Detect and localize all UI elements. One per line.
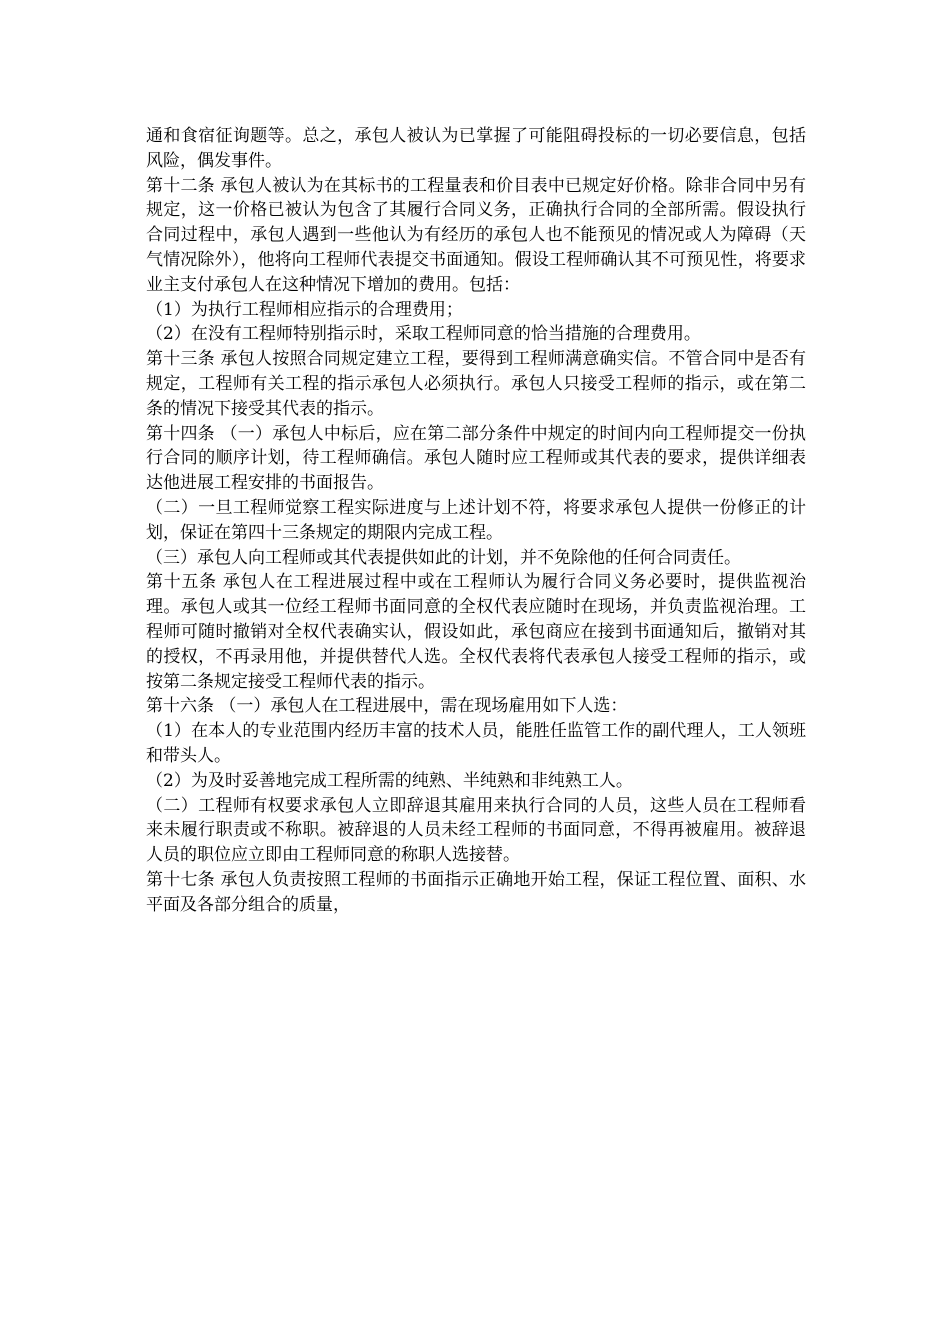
paragraph-article-16-item-1: （1）在本人的专业范围内经历丰富的技术人员，能胜任监管工作的副代理人，工人领班和带头人。 bbox=[146, 721, 806, 766]
paragraph-article-16-item-2: （2）为及时妥善地完成工程所需的纯熟、半纯熟和非纯熟工人。 bbox=[146, 770, 633, 791]
paragraph-article-12: 第十二条 承包人被认为在其标书的工程量表和价目表中已规定好价格。除非合同中另有规定，这一价格已被认为包含了其履行合同义务，正确执行合同的全部所需。假设执行合同过程中，承包人遇到一些他认为有经历的承包人也不能预见的情况或人为障碍（天气情况除外），他将向工程师代表提交书面通知。假设工程师确认其不可预见性，将要求业主支付承包人在这种情况下增加的费用。包括： bbox=[146, 175, 806, 295]
paragraph-article-17: 第十七条 承包人负责按照工程师的书面指示正确地开始工程，保证工程位置、面积、水平面及各部分组合的质量， bbox=[146, 869, 806, 915]
document-body bbox=[146, 124, 806, 918]
paragraph-article-16-part-2: （二）工程师有权要求承包人立即辞退其雇用来执行合同的人员，这些人员在工程师看来未履行职责或不称职。被辞退的人员未经工程师的书面同意，不得再被雇用。被辞退人员的职位应立即由工程师同意的称职人选接替。 bbox=[146, 795, 806, 866]
paragraph-article-12-item-2: （2）在没有工程师特别指示时，采取工程师同意的恰当措施的合理费用。 bbox=[146, 324, 701, 345]
paragraph-article-15: 第十五条 承包人在工程进展过程中或在工程师认为履行合同义务必要时，提供监视治理。承包人或其一位经工程师书面同意的全权代表应随时在现场，并负责监视治理。工程师可随时撤销对全权代表确实认，假设如此，承包商应在接到书面通知后，撤销对其的授权，不再录用他，并提供替代人选。全权代表将代表承包人接受工程师的指示，或按第二条规定接受工程师代表的指示。 bbox=[146, 572, 806, 692]
paragraph-continuation: 通和食宿征询题等。总之，承包人被认为已掌握了可能阻碍投标的一切必要信息，包括风险，偶发事件。 bbox=[146, 126, 806, 171]
paragraph-article-14-part-2: （二）一旦工程师觉察工程实际进度与上述计划不符，将要求承包人提供一份修正的计划，保证在第四十三条规定的期限内完成工程。 bbox=[146, 497, 806, 543]
paragraph-article-13: 第十三条 承包人按照合同规定建立工程，要得到工程师满意确实信。不管合同中是否有规定，工程师有关工程的指示承包人必须执行。承包人只接受工程师的指示，或在第二条的情况下接受其代表的指示。 bbox=[146, 349, 806, 419]
paragraph-article-12-item-1: （1）为执行工程师相应指示的合理费用； bbox=[146, 299, 463, 320]
paragraph-article-16-part-1: 第十六条 （一）承包人在工程进展中，需在现场雇用如下人选： bbox=[146, 696, 628, 717]
paragraph-article-14-part-1: 第十四条 （一）承包人中标后，应在第二部分条件中规定的时间内向工程师提交一份执行合同的顺序计划，待工程师确信。承包人随时应工程师或其代表的要求，提供详细表达他进展工程安排的书面报告。 bbox=[146, 423, 806, 494]
paragraph-article-14-part-3: （三）承包人向工程师或其代表提供如此的计划，并不免除他的任何合同责任。 bbox=[146, 547, 741, 568]
